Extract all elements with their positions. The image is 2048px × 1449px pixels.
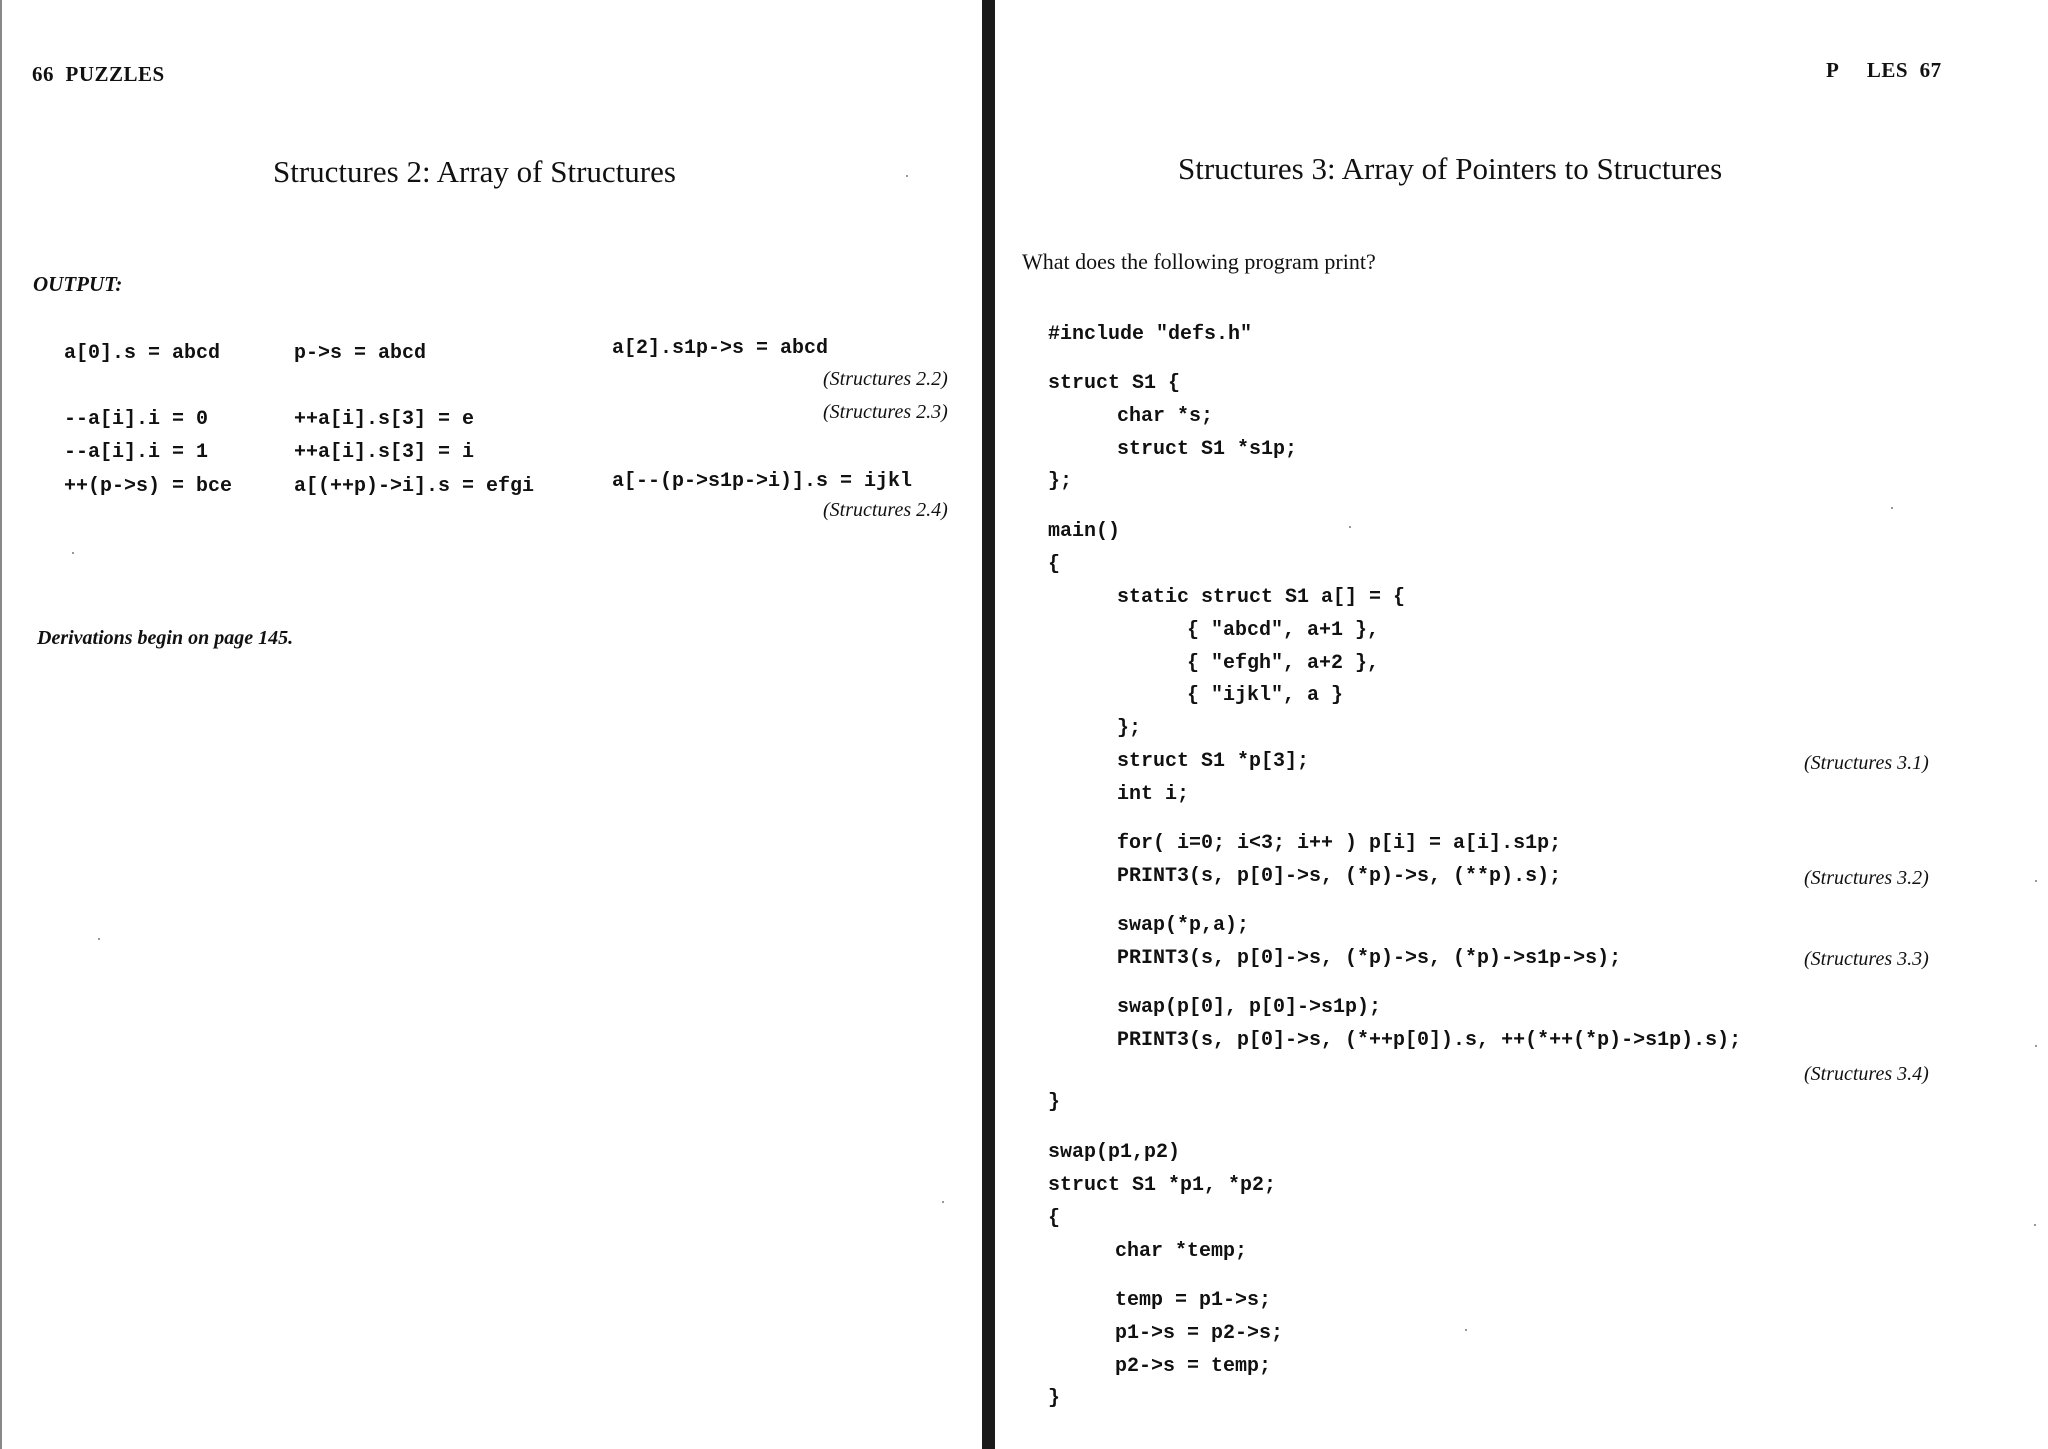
output-cell: --a[i].i = 0 [64, 408, 209, 431]
code-line: struct S1 *p[3]; [1117, 750, 1310, 773]
code-line: PRINT3(s, p[0]->s, (*p)->s, (*p)->s1p->s); [1117, 947, 1622, 970]
code-line: swap(p[0], p[0]->s1p); [1117, 996, 1382, 1019]
output-cell: ++(p->s) = bce [64, 475, 233, 498]
book-spine [982, 0, 995, 1449]
running-head-right: P LES 67 [1826, 58, 1942, 82]
structure-ref: (Structures 3.1) [1804, 752, 1929, 774]
code-line: swap(p1,p2) [1048, 1141, 1181, 1164]
output-cell: a[--(p->s1p->i)].s = ijkl [612, 470, 913, 493]
structure-ref: (Structures 3.2) [1804, 867, 1929, 889]
code-line: #include "defs.h" [1048, 323, 1253, 346]
code-line: main() [1048, 520, 1121, 543]
code-line: static struct S1 a[] = { [1117, 586, 1406, 609]
page-title-right: Structures 3: Array of Pointers to Structures [1178, 151, 1723, 186]
structure-ref: (Structures 3.3) [1804, 948, 1929, 970]
code-line: }; [1117, 717, 1142, 740]
code-line: char *s; [1117, 405, 1214, 428]
code-line: { "ijkl", a } [1187, 684, 1344, 707]
code-line: temp = p1->s; [1115, 1289, 1272, 1312]
code-line: struct S1 *p1, *p2; [1048, 1174, 1277, 1197]
code-line: for( i=0; i<3; i++ ) p[i] = a[i].s1p; [1117, 832, 1562, 855]
derivations-note: Derivations begin on page 145. [37, 627, 294, 649]
right-page [995, 0, 2048, 1449]
code-line: p2->s = temp; [1115, 1355, 1272, 1378]
output-cell: a[2].s1p->s = abcd [612, 337, 829, 360]
structure-ref: (Structures 3.4) [1804, 1063, 1929, 1085]
code-line: { [1048, 553, 1061, 576]
output-cell: a[(++p)->i].s = efgi [294, 475, 535, 498]
output-label: OUTPUT: [33, 272, 123, 296]
code-line: { [1048, 1207, 1061, 1230]
structure-ref: (Structures 2.3) [823, 401, 948, 423]
code-line: }; [1048, 470, 1073, 493]
structure-ref: (Structures 2.2) [823, 368, 948, 390]
code-line: int i; [1117, 783, 1190, 806]
code-line: struct S1 *s1p; [1117, 438, 1298, 461]
code-line: p1->s = p2->s; [1115, 1322, 1284, 1345]
code-line: struct S1 { [1048, 372, 1181, 395]
question-text: What does the following program print? [1022, 249, 1376, 274]
code-line: PRINT3(s, p[0]->s, (*p)->s, (**p).s); [1117, 865, 1562, 888]
code-line: } [1048, 1091, 1061, 1114]
code-line: swap(*p,a); [1117, 914, 1250, 937]
left-page [0, 0, 985, 1449]
running-head-left: 66 PUZZLES [32, 62, 165, 86]
output-cell: a[0].s = abcd [64, 342, 221, 365]
code-line: PRINT3(s, p[0]->s, (*++p[0]).s, ++(*++(*p)->s1p).s); [1117, 1029, 1742, 1052]
page-title-left: Structures 2: Array of Structures [273, 154, 676, 189]
output-cell: p->s = abcd [294, 342, 427, 365]
code-line: { "efgh", a+2 }, [1187, 652, 1380, 675]
code-line: } [1048, 1387, 1061, 1410]
code-line: char *temp; [1115, 1240, 1248, 1263]
structure-ref: (Structures 2.4) [823, 499, 948, 521]
code-line: { "abcd", a+1 }, [1187, 619, 1380, 642]
output-cell: ++a[i].s[3] = e [294, 408, 475, 431]
output-cell: ++a[i].s[3] = i [294, 441, 475, 464]
output-cell: --a[i].i = 1 [64, 441, 209, 464]
